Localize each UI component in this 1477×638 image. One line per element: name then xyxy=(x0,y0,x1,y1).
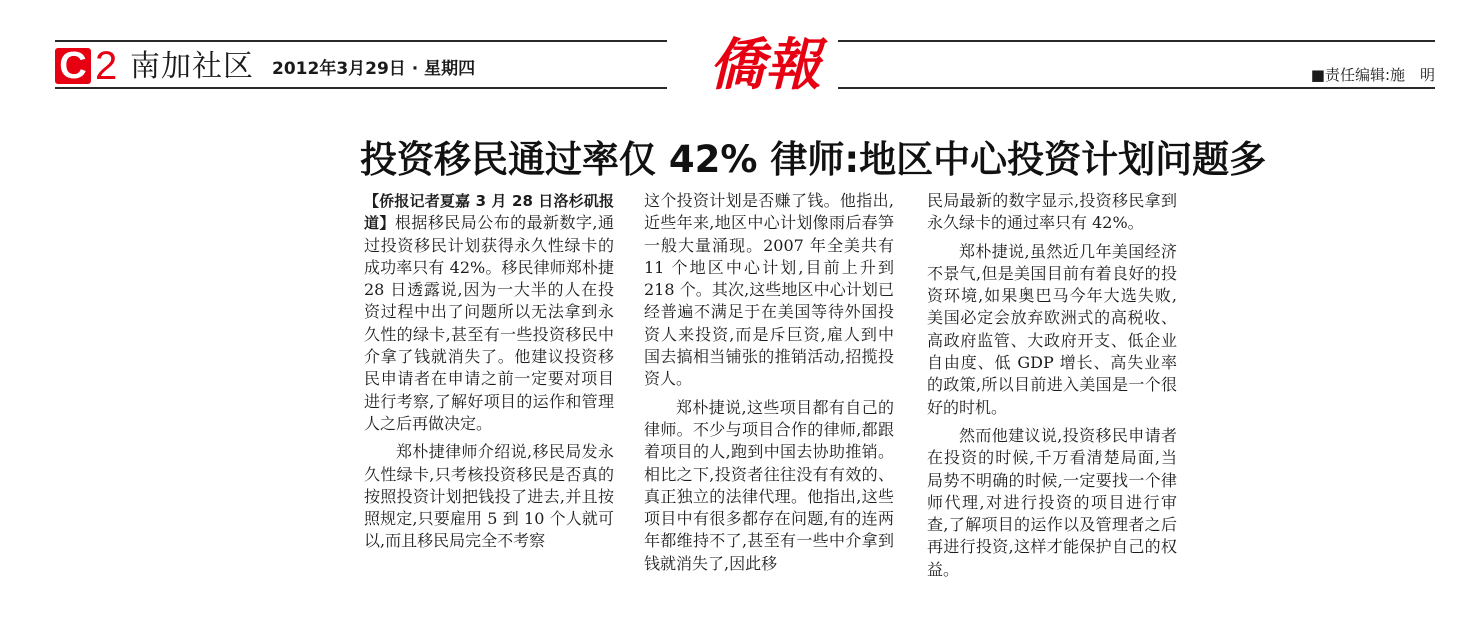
article-paragraph: 民局最新的数字显示,投资移民拿到永久绿卡的通过率只有 42%。 xyxy=(927,191,1177,233)
article-dateline: 【侨报记者夏嘉 3 月 28 日洛杉矶报道】 xyxy=(364,192,614,233)
masthead-top-rule-right xyxy=(838,40,1435,42)
article-column-1 xyxy=(364,190,614,553)
article-headline: 投资移民通过率仅 42% 律师:地区中心投资计划问题多 xyxy=(360,138,1267,181)
article-paragraph: 这个投资计划是否赚了钱。他指出,近些年来,地区中心计划像雨后春笋一般大量涌现。2007 年全美共有 11 个地区中心计划,目前上升到 218 个。其次,这些地区中心计划已经普遍不满足于在美国等待外国投资人来投资,而是斥巨资,雇人到中国去搞相当铺张的推销活动,招揽投资人。 xyxy=(644,191,894,389)
article-column-3 xyxy=(927,190,1177,581)
article-paragraph: 郑朴捷律师介绍说,移民局发永久性绿卡,只考核投资移民是否真的按照投资计划把钱投了进去,并且按照规定,只要雇用 5 到 10 个人就可以,而且移民局完全不考察 xyxy=(364,442,614,551)
paragraph-text: 根据移民局公布的最新数字,通过投资移民计划获得永久性绿卡的成功率只有 42%。移民律师郑朴捷 28 日透露说,因为一大半的人在投资过程中出了问题所以无法拿到永久性的绿卡,甚至有一些投资移民中介拿了钱就消失了。他建议投资移民申请者在申请之前一定要对项目进行考察,了解好项目的运作和管理人之后再做决定。 xyxy=(364,213,614,433)
publication-date: 2012年3月29日 · 星期四 xyxy=(272,59,476,79)
article-paragraph: 郑朴捷说,这些项目都有自己的律师。不少与项目合作的律师,都跟着项目的人,跑到中国去协助推销。相比之下,投资者往往没有有效的、真正独立的法律代理。他指出,这些项目中有很多都存在问题,有的连两年都维持不了,甚至有一些中介拿到钱就消失了,因此移 xyxy=(644,397,894,573)
page-letter-badge: C xyxy=(55,48,91,84)
article-paragraph: 郑朴捷说,虽然近几年美国经济不景气,但是美国目前有着良好的投资环境,如果奥巴马今年大选失败,美国必定会放弃欧洲式的高税收、高政府监管、大政府开支、低企业自由度、低 GDP 增长、高失业率的政策,所以目前进入美国是一个很好的时机。 xyxy=(927,241,1177,417)
masthead-top-rule-left xyxy=(55,40,667,42)
page-number: 2 xyxy=(95,44,118,88)
article-column-2 xyxy=(644,190,894,575)
editor-credit: ■责任编辑:施 明 xyxy=(1310,66,1435,84)
section-name: 南加社区 xyxy=(130,49,254,84)
logo-text: 僑報 xyxy=(709,32,821,98)
newspaper-logo xyxy=(700,24,830,104)
article-paragraph: 然而他建议说,投资移民申请者在投资的时候,千万看清楚局面,当局势不明确的时候,一定要找一个律师代理,对进行投资的项目进行审查,了解项目的运作以及管理者之后再进行投资,这样才能保护自己的权益。 xyxy=(927,425,1177,579)
masthead-bottom-rule-right xyxy=(838,87,1435,89)
masthead-bottom-rule-left xyxy=(55,87,667,89)
article-paragraph xyxy=(364,190,614,435)
